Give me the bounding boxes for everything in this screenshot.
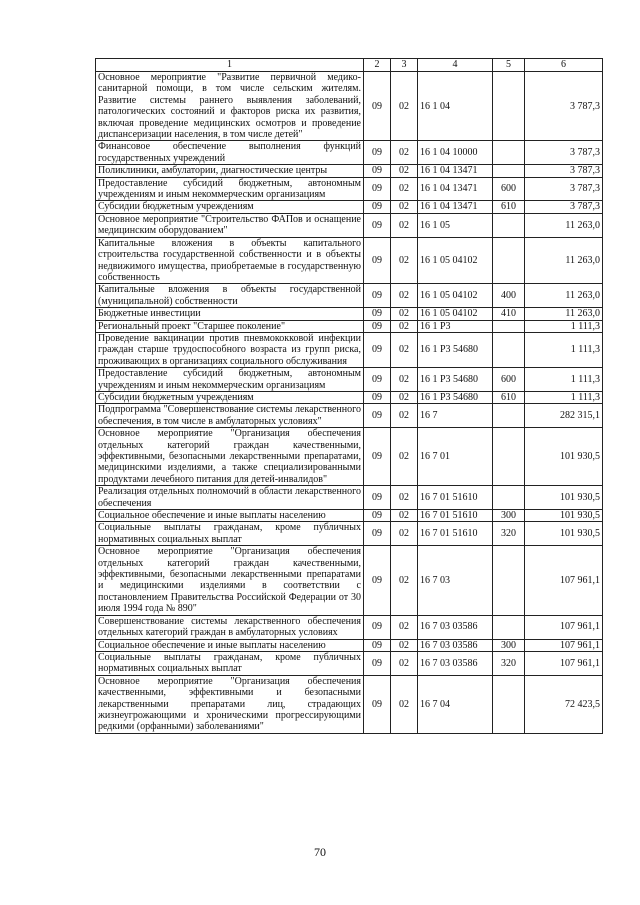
row-podrazdel: 02: [391, 213, 418, 237]
row-vr: 400: [493, 284, 525, 308]
table-row: [96, 308, 603, 320]
row-name: Основное мероприятие "Развитие первичной медико-санитарной помощи, в том числе сельским жителям. Развитие системы раннего выявления заболеваний, патологических состояний и факторов риска их развития, включая проведение медицинских осмотров и проведение диспансеризации населения, в том числе детей": [96, 72, 364, 141]
row-razdel: 09: [364, 615, 391, 639]
row-sum: 11 263,0: [525, 284, 603, 308]
row-vr: [493, 72, 525, 141]
row-razdel: 09: [364, 404, 391, 428]
row-sum: 107 961,1: [525, 615, 603, 639]
row-csr: 16 1 P3 54680: [418, 368, 493, 392]
row-csr: 16 7 04: [418, 675, 493, 733]
row-razdel: 09: [364, 237, 391, 284]
row-podrazdel: 02: [391, 201, 418, 213]
row-podrazdel: 02: [391, 368, 418, 392]
row-vr: 610: [493, 391, 525, 403]
row-podrazdel: 02: [391, 284, 418, 308]
row-sum: 1 111,3: [525, 332, 603, 367]
table-row: [96, 639, 603, 651]
table-row: [96, 332, 603, 367]
row-csr: 16 1 P3 54680: [418, 391, 493, 403]
row-csr: 16 7 03: [418, 546, 493, 615]
row-vr: 610: [493, 201, 525, 213]
table-row: [96, 651, 603, 675]
page-number: 70: [314, 845, 326, 859]
row-podrazdel: 02: [391, 428, 418, 486]
row-name: Социальное обеспечение и иные выплаты населению: [96, 510, 364, 522]
row-sum: 101 930,5: [525, 510, 603, 522]
row-podrazdel: 02: [391, 237, 418, 284]
row-sum: 3 787,3: [525, 72, 603, 141]
header-name: 1: [96, 59, 364, 72]
table-row: [96, 320, 603, 332]
row-razdel: 09: [364, 522, 391, 546]
row-name: Предоставление субсидий бюджетным, автономным учреждениям и иным некоммерческим организациям: [96, 177, 364, 201]
row-podrazdel: 02: [391, 615, 418, 639]
row-vr: 300: [493, 639, 525, 651]
row-sum: 107 961,1: [525, 639, 603, 651]
table-row: [96, 675, 603, 733]
row-razdel: 09: [364, 308, 391, 320]
row-razdel: 09: [364, 177, 391, 201]
row-csr: 16 1 P3 54680: [418, 332, 493, 367]
row-csr: 16 7 03 03586: [418, 651, 493, 675]
row-name: Основное мероприятие "Организация обеспечения отдельных категорий граждан качественными, эффективными, безопасными лекарственными препаратами, медицинскими изделиями, а также специализированными продуктами лечебного питания для детей-инвалидов": [96, 428, 364, 486]
row-razdel: 09: [364, 320, 391, 332]
row-razdel: 09: [364, 651, 391, 675]
row-razdel: 09: [364, 510, 391, 522]
row-podrazdel: 02: [391, 404, 418, 428]
table-row: [96, 141, 603, 165]
row-csr: 16 1 04 13471: [418, 177, 493, 201]
row-vr: 600: [493, 368, 525, 392]
table-row: [96, 165, 603, 177]
row-name: Основное мероприятие "Организация обеспечения отдельных категорий граждан качественными, эффективными, безопасными лекарственными препаратами и медицинскими изделиями в соответствии с постановлением Правительства Российской Федерации от 30 июля 1994 года № 890": [96, 546, 364, 615]
row-podrazdel: 02: [391, 165, 418, 177]
header-razdel: 2: [364, 59, 391, 72]
row-podrazdel: 02: [391, 651, 418, 675]
row-razdel: 09: [364, 546, 391, 615]
row-name: Проведение вакцинации против пневмококковой инфекции граждан старше трудоспособного возраста из групп риска, проживающих в организациях социального обслуживания: [96, 332, 364, 367]
row-razdel: 09: [364, 391, 391, 403]
row-csr: 16 1 05 04102: [418, 308, 493, 320]
row-name: Бюджетные инвестиции: [96, 308, 364, 320]
row-csr: 16 7 01 51610: [418, 510, 493, 522]
row-vr: [493, 428, 525, 486]
table-body: [96, 72, 603, 734]
table-row: [96, 201, 603, 213]
row-podrazdel: 02: [391, 72, 418, 141]
row-name: Основное мероприятие "Организация обеспечения качественными, эффективными и безопасными лекарственными препаратами лиц, страдающих жизнеугрожающими и хроническими прогрессирующими редкими (орфанными) заболеваниями": [96, 675, 364, 733]
table-row: [96, 391, 603, 403]
row-sum: 107 961,1: [525, 651, 603, 675]
row-csr: 16 7 01 51610: [418, 522, 493, 546]
header-podrazdel: 3: [391, 59, 418, 72]
row-sum: 1 111,3: [525, 320, 603, 332]
row-vr: [493, 546, 525, 615]
row-csr: 16 7 03 03586: [418, 615, 493, 639]
row-podrazdel: 02: [391, 308, 418, 320]
row-podrazdel: 02: [391, 486, 418, 510]
row-podrazdel: 02: [391, 177, 418, 201]
row-sum: 282 315,1: [525, 404, 603, 428]
row-vr: [493, 404, 525, 428]
row-vr: [493, 141, 525, 165]
table-row: [96, 486, 603, 510]
header-row: [96, 59, 603, 72]
table-row: [96, 177, 603, 201]
row-podrazdel: 02: [391, 639, 418, 651]
row-sum: 1 111,3: [525, 391, 603, 403]
row-razdel: 09: [364, 141, 391, 165]
row-razdel: 09: [364, 675, 391, 733]
row-sum: 11 263,0: [525, 213, 603, 237]
row-podrazdel: 02: [391, 391, 418, 403]
header-csr: 4: [418, 59, 493, 72]
row-sum: 101 930,5: [525, 486, 603, 510]
row-podrazdel: 02: [391, 510, 418, 522]
table-row: [96, 615, 603, 639]
row-name: Совершенствование системы лекарственного обеспечения отдельных категорий граждан в амбулаторных условиях: [96, 615, 364, 639]
row-name: Социальные выплаты гражданам, кроме публичных нормативных социальных выплат: [96, 522, 364, 546]
row-name: Социальные выплаты гражданам, кроме публичных нормативных социальных выплат: [96, 651, 364, 675]
row-vr: [493, 237, 525, 284]
row-razdel: 09: [364, 639, 391, 651]
row-sum: 101 930,5: [525, 428, 603, 486]
row-name: Региональный проект "Старшее поколение": [96, 320, 364, 332]
row-razdel: 09: [364, 428, 391, 486]
table-row: [96, 546, 603, 615]
row-vr: 320: [493, 522, 525, 546]
table-row: [96, 404, 603, 428]
row-csr: 16 1 05 04102: [418, 284, 493, 308]
row-csr: 16 1 04: [418, 72, 493, 141]
row-sum: 11 263,0: [525, 308, 603, 320]
row-csr: 16 7 03 03586: [418, 639, 493, 651]
row-name: Социальное обеспечение и иные выплаты населению: [96, 639, 364, 651]
row-csr: 16 1 04 10000: [418, 141, 493, 165]
table-row: [96, 368, 603, 392]
row-podrazdel: 02: [391, 332, 418, 367]
row-sum: 101 930,5: [525, 522, 603, 546]
row-name: Капитальные вложения в объекты государственной (муниципальной) собственности: [96, 284, 364, 308]
row-razdel: 09: [364, 165, 391, 177]
table-row: [96, 510, 603, 522]
row-csr: 16 7: [418, 404, 493, 428]
table-row: [96, 284, 603, 308]
row-podrazdel: 02: [391, 141, 418, 165]
row-sum: 3 787,3: [525, 141, 603, 165]
row-vr: [493, 675, 525, 733]
row-name: Поликлиники, амбулатории, диагностические центры: [96, 165, 364, 177]
row-sum: 107 961,1: [525, 546, 603, 615]
row-sum: 3 787,3: [525, 165, 603, 177]
table-row: [96, 72, 603, 141]
row-name: Основное мероприятие "Строительство ФАПов и оснащение медицинским оборудованием": [96, 213, 364, 237]
row-podrazdel: 02: [391, 522, 418, 546]
row-name: Капитальные вложения в объекты капитального строительства государственной собственности и в объекты недвижимого имущества, приобретаемые в государственную собственность: [96, 237, 364, 284]
table-row: [96, 237, 603, 284]
row-name: Субсидии бюджетным учреждениям: [96, 201, 364, 213]
row-name: Финансовое обеспечение выполнения функций государственных учреждений: [96, 141, 364, 165]
row-vr: 320: [493, 651, 525, 675]
row-vr: [493, 486, 525, 510]
row-csr: 16 1 04 13471: [418, 165, 493, 177]
row-razdel: 09: [364, 284, 391, 308]
row-name: Предоставление субсидий бюджетным, автономным учреждениям и иным некоммерческим организациям: [96, 368, 364, 392]
row-csr: 16 1 P3: [418, 320, 493, 332]
budget-table: [95, 58, 603, 734]
row-vr: 410: [493, 308, 525, 320]
row-sum: 1 111,3: [525, 368, 603, 392]
row-vr: [493, 320, 525, 332]
row-csr: 16 1 04 13471: [418, 201, 493, 213]
row-name: Подпрограмма "Совершенствование системы лекарственного обеспечения, в том числе в амбулаторных условиях": [96, 404, 364, 428]
row-vr: 300: [493, 510, 525, 522]
row-vr: 600: [493, 177, 525, 201]
row-vr: [493, 213, 525, 237]
header-sum: 6: [525, 59, 603, 72]
row-sum: 11 263,0: [525, 237, 603, 284]
row-csr: 16 1 05: [418, 213, 493, 237]
row-podrazdel: 02: [391, 320, 418, 332]
row-razdel: 09: [364, 368, 391, 392]
row-sum: 72 423,5: [525, 675, 603, 733]
row-name: Реализация отдельных полномочий в области лекарственного обеспечения: [96, 486, 364, 510]
row-vr: [493, 165, 525, 177]
row-csr: 16 7 01: [418, 428, 493, 486]
row-vr: [493, 615, 525, 639]
row-csr: 16 7 01 51610: [418, 486, 493, 510]
table-row: [96, 428, 603, 486]
row-razdel: 09: [364, 72, 391, 141]
row-sum: 3 787,3: [525, 177, 603, 201]
row-razdel: 09: [364, 486, 391, 510]
row-podrazdel: 02: [391, 546, 418, 615]
row-podrazdel: 02: [391, 675, 418, 733]
table-row: [96, 522, 603, 546]
row-name: Субсидии бюджетным учреждениям: [96, 391, 364, 403]
row-razdel: 09: [364, 213, 391, 237]
table-row: [96, 213, 603, 237]
row-razdel: 09: [364, 332, 391, 367]
row-sum: 3 787,3: [525, 201, 603, 213]
row-csr: 16 1 05 04102: [418, 237, 493, 284]
row-razdel: 09: [364, 201, 391, 213]
row-vr: [493, 332, 525, 367]
header-vr: 5: [493, 59, 525, 72]
